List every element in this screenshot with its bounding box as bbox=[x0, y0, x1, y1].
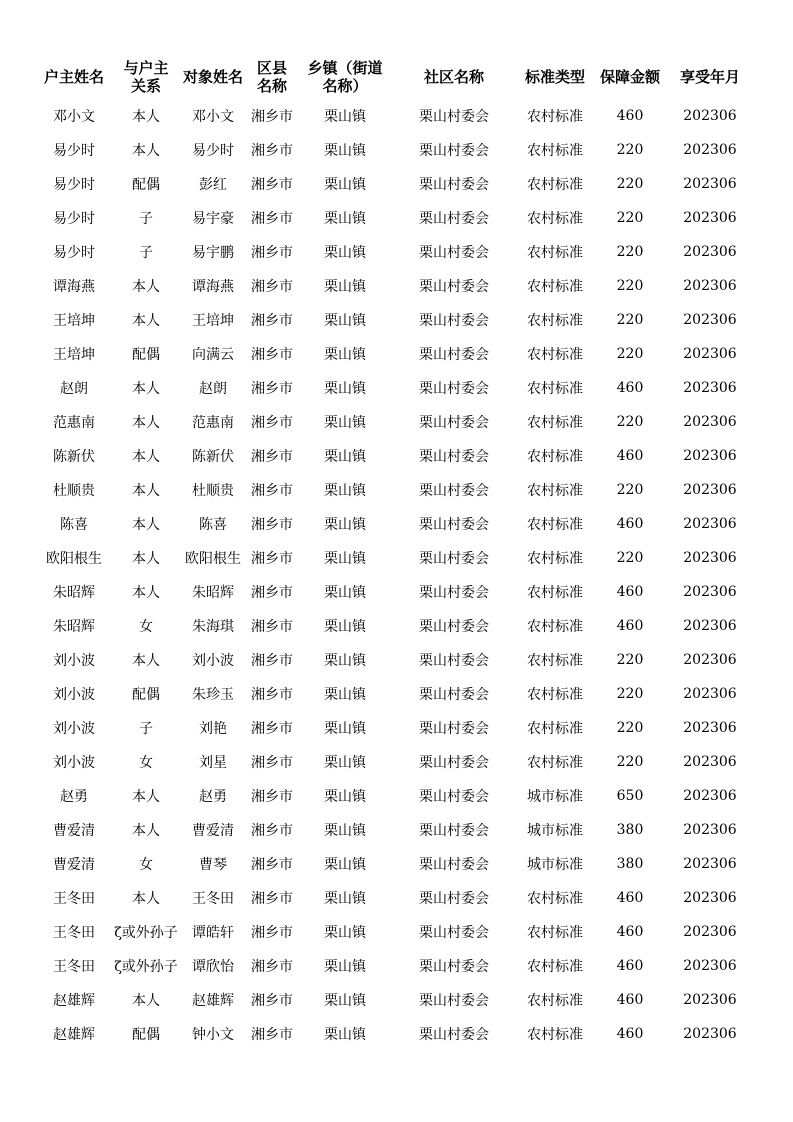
period-cell: 202306 bbox=[683, 618, 737, 634]
household-head-name-cell: 易少时 bbox=[53, 211, 95, 227]
community-name-cell: 栗山村委会 bbox=[419, 483, 489, 499]
county-name-cell: 湘乡市 bbox=[251, 687, 293, 703]
relation-to-head-cell: 本人 bbox=[132, 891, 160, 907]
community-name-cell: 栗山村委会 bbox=[419, 245, 489, 261]
benefit-amount-cell: 220 bbox=[616, 652, 644, 668]
period-cell: 202306 bbox=[683, 890, 737, 906]
township-name-cell: 栗山镇 bbox=[324, 483, 366, 499]
header-standard-type: 标准类型 bbox=[524, 68, 585, 86]
county-name-cell: 湘乡市 bbox=[251, 211, 293, 227]
household-head-name-cell: 刘小波 bbox=[53, 755, 95, 771]
township-name-cell: 栗山镇 bbox=[324, 959, 366, 975]
community-name-cell: 栗山村委会 bbox=[419, 211, 489, 227]
relation-to-head-cell: 女 bbox=[139, 755, 153, 771]
benefit-amount-cell: 460 bbox=[616, 380, 644, 396]
period-cell: 202306 bbox=[683, 686, 737, 702]
relation-to-head-cell: 本人 bbox=[132, 823, 160, 839]
relation-to-head-cell: 本人 bbox=[132, 789, 160, 805]
household-head-name-cell: 陈新伏 bbox=[53, 449, 95, 465]
household-head-name-cell: 易少时 bbox=[53, 245, 95, 261]
recipient-name-cell: 刘艳 bbox=[199, 721, 227, 737]
table-row bbox=[35, 609, 755, 643]
table-row bbox=[35, 541, 755, 575]
benefit-amount-cell: 220 bbox=[616, 312, 644, 328]
household-head-name-cell: 王冬田 bbox=[53, 925, 95, 941]
period-cell: 202306 bbox=[683, 720, 737, 736]
standard-type-cell: 农村标准 bbox=[527, 279, 583, 295]
period-cell: 202306 bbox=[683, 822, 737, 838]
benefit-amount-cell: 220 bbox=[616, 754, 644, 770]
relation-to-head-cell: 本人 bbox=[132, 449, 160, 465]
standard-type-cell: 城市标准 bbox=[527, 857, 583, 873]
recipient-name-cell: 朱珍玉 bbox=[192, 687, 234, 703]
period-cell: 202306 bbox=[683, 278, 737, 294]
period-cell: 202306 bbox=[683, 754, 737, 770]
table-row bbox=[35, 677, 755, 711]
period-cell: 202306 bbox=[683, 856, 737, 872]
household-head-name-cell: 赵朗 bbox=[60, 381, 88, 397]
benefit-amount-cell: 220 bbox=[616, 244, 644, 260]
household-head-name-cell: 邓小文 bbox=[53, 109, 95, 125]
county-name-cell: 湘乡市 bbox=[251, 347, 293, 363]
township-name-cell: 栗山镇 bbox=[324, 721, 366, 737]
relation-to-head-cell: 女 bbox=[139, 857, 153, 873]
standard-type-cell: 农村标准 bbox=[527, 483, 583, 499]
relation-to-head-cell: 子 bbox=[139, 245, 153, 261]
header-period: 享受年月 bbox=[679, 68, 740, 86]
table-row bbox=[35, 337, 755, 371]
household-head-name-cell: 刘小波 bbox=[53, 687, 95, 703]
community-name-cell: 栗山村委会 bbox=[419, 1027, 489, 1043]
township-name-cell: 栗山镇 bbox=[324, 143, 366, 159]
standard-type-cell: 农村标准 bbox=[527, 143, 583, 159]
county-name-cell: 湘乡市 bbox=[251, 653, 293, 669]
county-name-cell: 湘乡市 bbox=[251, 755, 293, 771]
relation-to-head-cell: 本人 bbox=[132, 415, 160, 431]
benefit-amount-cell: 460 bbox=[616, 584, 644, 600]
standard-type-cell: 农村标准 bbox=[527, 245, 583, 261]
recipient-name-cell: 赵勇 bbox=[199, 789, 227, 805]
household-head-name-cell: 杜顺贵 bbox=[53, 483, 95, 499]
standard-type-cell: 农村标准 bbox=[527, 313, 583, 329]
period-cell: 202306 bbox=[683, 1026, 737, 1042]
benefit-amount-cell: 220 bbox=[616, 176, 644, 192]
relation-to-head-cell: 子 bbox=[139, 721, 153, 737]
household-head-name-cell: 曹爱清 bbox=[53, 823, 95, 839]
household-head-name-cell: 曹爱清 bbox=[53, 857, 95, 873]
standard-type-cell: 农村标准 bbox=[527, 959, 583, 975]
household-head-name-cell: 刘小波 bbox=[53, 721, 95, 737]
recipient-name-cell: 刘小波 bbox=[192, 653, 234, 669]
standard-type-cell: 农村标准 bbox=[527, 891, 583, 907]
county-name-cell: 湘乡市 bbox=[251, 177, 293, 193]
table-row bbox=[35, 235, 755, 269]
county-name-cell: 湘乡市 bbox=[251, 449, 293, 465]
standard-type-cell: 农村标准 bbox=[527, 211, 583, 227]
household-head-name-cell: 范惠南 bbox=[53, 415, 95, 431]
community-name-cell: 栗山村委会 bbox=[419, 517, 489, 533]
standard-type-cell: 城市标准 bbox=[527, 789, 583, 805]
county-name-cell: 湘乡市 bbox=[251, 517, 293, 533]
township-name-cell: 栗山镇 bbox=[324, 109, 366, 125]
household-head-name-cell: 朱昭辉 bbox=[53, 619, 95, 635]
community-name-cell: 栗山村委会 bbox=[419, 823, 489, 839]
township-name-cell: 栗山镇 bbox=[324, 891, 366, 907]
household-head-name-cell: 刘小波 bbox=[53, 653, 95, 669]
township-name-cell: 栗山镇 bbox=[324, 381, 366, 397]
recipient-name-cell: 朱昭辉 bbox=[192, 585, 234, 601]
standard-type-cell: 农村标准 bbox=[527, 381, 583, 397]
table-body bbox=[35, 99, 755, 1051]
benefit-amount-cell: 220 bbox=[616, 550, 644, 566]
period-cell: 202306 bbox=[683, 176, 737, 192]
benefit-amount-cell: 460 bbox=[616, 992, 644, 1008]
household-head-name-cell: 朱昭辉 bbox=[53, 585, 95, 601]
household-head-name-cell: 赵勇 bbox=[60, 789, 88, 805]
recipient-name-cell: 陈新伏 bbox=[192, 449, 234, 465]
table-row bbox=[35, 745, 755, 779]
township-name-cell: 栗山镇 bbox=[324, 347, 366, 363]
table-row bbox=[35, 167, 755, 201]
benefit-amount-cell: 220 bbox=[616, 482, 644, 498]
assistance-table bbox=[35, 55, 755, 1051]
standard-type-cell: 农村标准 bbox=[527, 347, 583, 363]
county-name-cell: 湘乡市 bbox=[251, 959, 293, 975]
household-head-name-cell: 易少时 bbox=[53, 143, 95, 159]
standard-type-cell: 农村标准 bbox=[527, 993, 583, 1009]
recipient-name-cell: 欧阳根生 bbox=[185, 551, 241, 567]
relation-to-head-cell: 配偶 bbox=[132, 177, 160, 193]
period-cell: 202306 bbox=[683, 992, 737, 1008]
benefit-amount-cell: 220 bbox=[616, 686, 644, 702]
township-name-cell: 栗山镇 bbox=[324, 1027, 366, 1043]
community-name-cell: 栗山村委会 bbox=[419, 449, 489, 465]
community-name-cell: 栗山村委会 bbox=[419, 313, 489, 329]
standard-type-cell: 农村标准 bbox=[527, 415, 583, 431]
recipient-name-cell: 杜顺贵 bbox=[192, 483, 234, 499]
township-name-cell: 栗山镇 bbox=[324, 449, 366, 465]
county-name-cell: 湘乡市 bbox=[251, 551, 293, 567]
period-cell: 202306 bbox=[683, 108, 737, 124]
household-head-name-cell: 王培坤 bbox=[53, 347, 95, 363]
township-name-cell: 栗山镇 bbox=[324, 517, 366, 533]
standard-type-cell: 农村标准 bbox=[527, 755, 583, 771]
relation-to-head-cell: 本人 bbox=[132, 313, 160, 329]
benefit-amount-cell: 220 bbox=[616, 142, 644, 158]
community-name-cell: 栗山村委会 bbox=[419, 143, 489, 159]
community-name-cell: 栗山村委会 bbox=[419, 789, 489, 805]
township-name-cell: 栗山镇 bbox=[324, 925, 366, 941]
recipient-name-cell: 王培坤 bbox=[192, 313, 234, 329]
table-row bbox=[35, 99, 755, 133]
community-name-cell: 栗山村委会 bbox=[419, 857, 489, 873]
table-row bbox=[35, 949, 755, 983]
table-row bbox=[35, 269, 755, 303]
county-name-cell: 湘乡市 bbox=[251, 619, 293, 635]
county-name-cell: 湘乡市 bbox=[251, 381, 293, 397]
period-cell: 202306 bbox=[683, 142, 737, 158]
recipient-name-cell: 陈喜 bbox=[199, 517, 227, 533]
household-head-name-cell: 欧阳根生 bbox=[46, 551, 102, 567]
recipient-name-cell: 朱海琪 bbox=[192, 619, 234, 635]
community-name-cell: 栗山村委会 bbox=[419, 619, 489, 635]
table-row bbox=[35, 371, 755, 405]
benefit-amount-cell: 460 bbox=[616, 448, 644, 464]
township-name-cell: 栗山镇 bbox=[324, 415, 366, 431]
community-name-cell: 栗山村委会 bbox=[419, 585, 489, 601]
benefit-amount-cell: 380 bbox=[616, 856, 644, 872]
header-township-name: 乡镇（街道 名称） bbox=[307, 59, 383, 95]
table-row bbox=[35, 915, 755, 949]
standard-type-cell: 农村标准 bbox=[527, 653, 583, 669]
township-name-cell: 栗山镇 bbox=[324, 177, 366, 193]
county-name-cell: 湘乡市 bbox=[251, 313, 293, 329]
benefit-amount-cell: 460 bbox=[616, 890, 644, 906]
recipient-name-cell: 谭海燕 bbox=[192, 279, 234, 295]
header-benefit-amount: 保障金额 bbox=[599, 68, 660, 86]
township-name-cell: 栗山镇 bbox=[324, 857, 366, 873]
header-community-name: 社区名称 bbox=[423, 68, 484, 86]
recipient-name-cell: 向满云 bbox=[192, 347, 234, 363]
relation-to-head-cell: ζ或外孙子 bbox=[114, 925, 178, 941]
table-row bbox=[35, 847, 755, 881]
benefit-amount-cell: 650 bbox=[616, 788, 644, 804]
township-name-cell: 栗山镇 bbox=[324, 653, 366, 669]
benefit-amount-cell: 220 bbox=[616, 210, 644, 226]
standard-type-cell: 城市标准 bbox=[527, 823, 583, 839]
relation-to-head-cell: 配偶 bbox=[132, 687, 160, 703]
county-name-cell: 湘乡市 bbox=[251, 109, 293, 125]
community-name-cell: 栗山村委会 bbox=[419, 177, 489, 193]
period-cell: 202306 bbox=[683, 414, 737, 430]
household-head-name-cell: 赵雄辉 bbox=[53, 1027, 95, 1043]
community-name-cell: 栗山村委会 bbox=[419, 381, 489, 397]
benefit-amount-cell: 460 bbox=[616, 924, 644, 940]
relation-to-head-cell: ζ或外孙子 bbox=[114, 959, 178, 975]
period-cell: 202306 bbox=[683, 448, 737, 464]
recipient-name-cell: 刘星 bbox=[199, 755, 227, 771]
household-head-name-cell: 王培坤 bbox=[53, 313, 95, 329]
recipient-name-cell: 钟小文 bbox=[192, 1027, 234, 1043]
township-name-cell: 栗山镇 bbox=[324, 245, 366, 261]
township-name-cell: 栗山镇 bbox=[324, 755, 366, 771]
period-cell: 202306 bbox=[683, 482, 737, 498]
period-cell: 202306 bbox=[683, 924, 737, 940]
county-name-cell: 湘乡市 bbox=[251, 789, 293, 805]
benefit-amount-cell: 460 bbox=[616, 516, 644, 532]
standard-type-cell: 农村标准 bbox=[527, 925, 583, 941]
recipient-name-cell: 范惠南 bbox=[192, 415, 234, 431]
county-name-cell: 湘乡市 bbox=[251, 585, 293, 601]
standard-type-cell: 农村标准 bbox=[527, 551, 583, 567]
standard-type-cell: 农村标准 bbox=[527, 517, 583, 533]
county-name-cell: 湘乡市 bbox=[251, 415, 293, 431]
table-row bbox=[35, 1017, 755, 1051]
relation-to-head-cell: 配偶 bbox=[132, 1027, 160, 1043]
period-cell: 202306 bbox=[683, 380, 737, 396]
relation-to-head-cell: 本人 bbox=[132, 143, 160, 159]
recipient-name-cell: 赵雄辉 bbox=[192, 993, 234, 1009]
header-household-head-name: 户主姓名 bbox=[43, 68, 104, 86]
community-name-cell: 栗山村委会 bbox=[419, 891, 489, 907]
relation-to-head-cell: 本人 bbox=[132, 279, 160, 295]
period-cell: 202306 bbox=[683, 788, 737, 804]
county-name-cell: 湘乡市 bbox=[251, 823, 293, 839]
table-row bbox=[35, 473, 755, 507]
relation-to-head-cell: 本人 bbox=[132, 483, 160, 499]
community-name-cell: 栗山村委会 bbox=[419, 279, 489, 295]
county-name-cell: 湘乡市 bbox=[251, 993, 293, 1009]
table-row bbox=[35, 439, 755, 473]
household-head-name-cell: 易少时 bbox=[53, 177, 95, 193]
township-name-cell: 栗山镇 bbox=[324, 993, 366, 1009]
benefit-amount-cell: 220 bbox=[616, 346, 644, 362]
community-name-cell: 栗山村委会 bbox=[419, 959, 489, 975]
benefit-amount-cell: 220 bbox=[616, 414, 644, 430]
community-name-cell: 栗山村委会 bbox=[419, 925, 489, 941]
relation-to-head-cell: 本人 bbox=[132, 517, 160, 533]
table-row bbox=[35, 881, 755, 915]
community-name-cell: 栗山村委会 bbox=[419, 755, 489, 771]
table-header-row bbox=[35, 55, 755, 99]
community-name-cell: 栗山村委会 bbox=[419, 653, 489, 669]
standard-type-cell: 农村标准 bbox=[527, 177, 583, 193]
period-cell: 202306 bbox=[683, 312, 737, 328]
community-name-cell: 栗山村委会 bbox=[419, 687, 489, 703]
township-name-cell: 栗山镇 bbox=[324, 789, 366, 805]
header-relation-to-head: 与户主 关系 bbox=[123, 59, 169, 95]
recipient-name-cell: 易宇鹏 bbox=[192, 245, 234, 261]
table-row bbox=[35, 405, 755, 439]
community-name-cell: 栗山村委会 bbox=[419, 415, 489, 431]
relation-to-head-cell: 本人 bbox=[132, 381, 160, 397]
township-name-cell: 栗山镇 bbox=[324, 211, 366, 227]
benefit-amount-cell: 460 bbox=[616, 108, 644, 124]
community-name-cell: 栗山村委会 bbox=[419, 551, 489, 567]
table-row bbox=[35, 507, 755, 541]
township-name-cell: 栗山镇 bbox=[324, 313, 366, 329]
period-cell: 202306 bbox=[683, 584, 737, 600]
table-row bbox=[35, 133, 755, 167]
recipient-name-cell: 彭红 bbox=[199, 177, 227, 193]
recipient-name-cell: 易少时 bbox=[192, 143, 234, 159]
standard-type-cell: 农村标准 bbox=[527, 619, 583, 635]
township-name-cell: 栗山镇 bbox=[324, 687, 366, 703]
relation-to-head-cell: 本人 bbox=[132, 585, 160, 601]
benefit-amount-cell: 220 bbox=[616, 278, 644, 294]
township-name-cell: 栗山镇 bbox=[324, 823, 366, 839]
period-cell: 202306 bbox=[683, 346, 737, 362]
period-cell: 202306 bbox=[683, 652, 737, 668]
recipient-name-cell: 王冬田 bbox=[192, 891, 234, 907]
household-head-name-cell: 赵雄辉 bbox=[53, 993, 95, 1009]
household-head-name-cell: 王冬田 bbox=[53, 891, 95, 907]
county-name-cell: 湘乡市 bbox=[251, 721, 293, 737]
period-cell: 202306 bbox=[683, 210, 737, 226]
household-head-name-cell: 王冬田 bbox=[53, 959, 95, 975]
benefit-amount-cell: 460 bbox=[616, 958, 644, 974]
recipient-name-cell: 谭皓轩 bbox=[192, 925, 234, 941]
county-name-cell: 湘乡市 bbox=[251, 245, 293, 261]
table-row bbox=[35, 711, 755, 745]
recipient-name-cell: 易宇豪 bbox=[192, 211, 234, 227]
community-name-cell: 栗山村委会 bbox=[419, 109, 489, 125]
relation-to-head-cell: 本人 bbox=[132, 551, 160, 567]
relation-to-head-cell: 本人 bbox=[132, 109, 160, 125]
period-cell: 202306 bbox=[683, 550, 737, 566]
table-row bbox=[35, 303, 755, 337]
standard-type-cell: 农村标准 bbox=[527, 585, 583, 601]
township-name-cell: 栗山镇 bbox=[324, 551, 366, 567]
recipient-name-cell: 邓小文 bbox=[192, 109, 234, 125]
household-head-name-cell: 陈喜 bbox=[60, 517, 88, 533]
county-name-cell: 湘乡市 bbox=[251, 483, 293, 499]
relation-to-head-cell: 女 bbox=[139, 619, 153, 635]
period-cell: 202306 bbox=[683, 244, 737, 260]
township-name-cell: 栗山镇 bbox=[324, 585, 366, 601]
relation-to-head-cell: 配偶 bbox=[132, 347, 160, 363]
benefit-amount-cell: 220 bbox=[616, 720, 644, 736]
table-row bbox=[35, 983, 755, 1017]
table-row bbox=[35, 643, 755, 677]
relation-to-head-cell: 本人 bbox=[132, 993, 160, 1009]
community-name-cell: 栗山村委会 bbox=[419, 347, 489, 363]
relation-to-head-cell: 本人 bbox=[132, 653, 160, 669]
header-recipient-name: 对象姓名 bbox=[182, 68, 243, 86]
standard-type-cell: 农村标准 bbox=[527, 1027, 583, 1043]
table-row bbox=[35, 779, 755, 813]
standard-type-cell: 农村标准 bbox=[527, 687, 583, 703]
county-name-cell: 湘乡市 bbox=[251, 1027, 293, 1043]
period-cell: 202306 bbox=[683, 516, 737, 532]
recipient-name-cell: 曹爱清 bbox=[192, 823, 234, 839]
table-row bbox=[35, 201, 755, 235]
benefit-amount-cell: 460 bbox=[616, 618, 644, 634]
recipient-name-cell: 赵朗 bbox=[199, 381, 227, 397]
county-name-cell: 湘乡市 bbox=[251, 925, 293, 941]
relation-to-head-cell: 子 bbox=[139, 211, 153, 227]
recipient-name-cell: 曹琴 bbox=[199, 857, 227, 873]
header-county-name: 区县 名称 bbox=[256, 59, 287, 95]
county-name-cell: 湘乡市 bbox=[251, 279, 293, 295]
standard-type-cell: 农村标准 bbox=[527, 449, 583, 465]
table-row bbox=[35, 813, 755, 847]
standard-type-cell: 农村标准 bbox=[527, 721, 583, 737]
township-name-cell: 栗山镇 bbox=[324, 619, 366, 635]
county-name-cell: 湘乡市 bbox=[251, 857, 293, 873]
benefit-amount-cell: 460 bbox=[616, 1026, 644, 1042]
community-name-cell: 栗山村委会 bbox=[419, 993, 489, 1009]
household-head-name-cell: 谭海燕 bbox=[53, 279, 95, 295]
county-name-cell: 湘乡市 bbox=[251, 891, 293, 907]
county-name-cell: 湘乡市 bbox=[251, 143, 293, 159]
standard-type-cell: 农村标准 bbox=[527, 109, 583, 125]
benefit-amount-cell: 380 bbox=[616, 822, 644, 838]
community-name-cell: 栗山村委会 bbox=[419, 721, 489, 737]
period-cell: 202306 bbox=[683, 958, 737, 974]
recipient-name-cell: 谭欣怡 bbox=[192, 959, 234, 975]
township-name-cell: 栗山镇 bbox=[324, 279, 366, 295]
table-row bbox=[35, 575, 755, 609]
